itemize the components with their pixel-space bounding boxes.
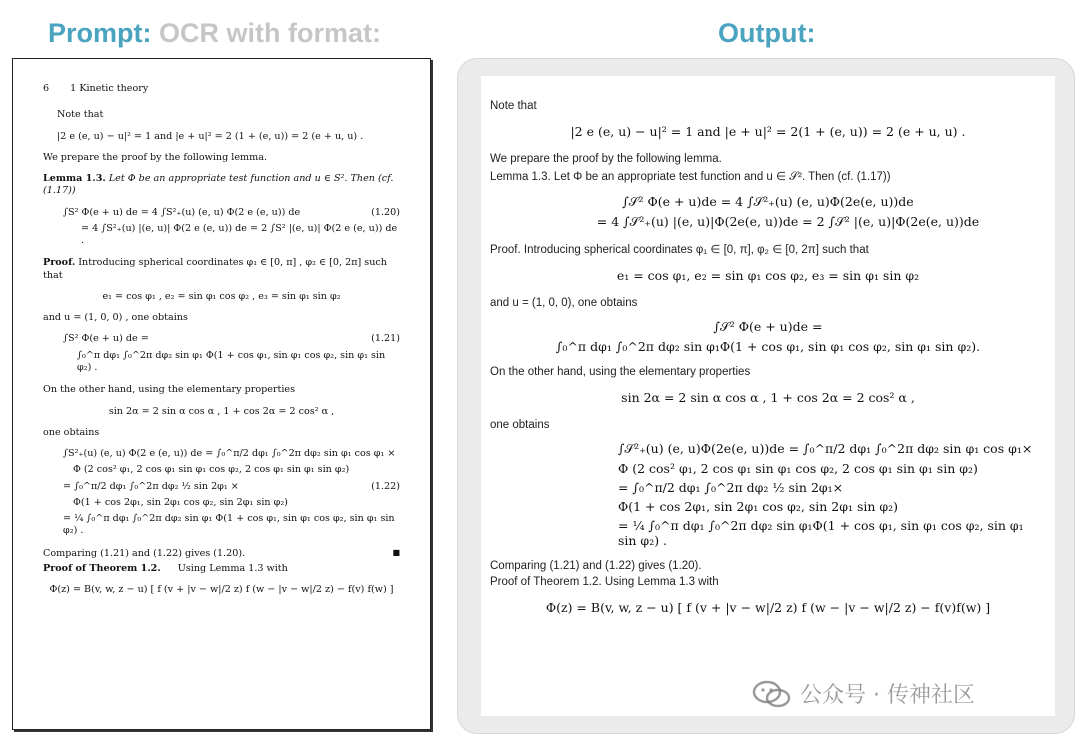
equation-1-20 (43, 207, 400, 248)
out-lemma: Lemma 1.3. Let Φ be an appropriate test function and u ∈ 𝒮². Then (cf. (1.17)) (490, 171, 891, 183)
equation-norms: |2 e (e, u) − u|² = 1 and |e + u|² = 2 (1 + (e, u)) = 2 (e + u, u) . (57, 130, 364, 142)
eq121-number: (1.21) (371, 333, 400, 345)
out-eq121-line2: ∫₀^π dφ₁ ∫₀^2π dφ₂ sin φ₁Φ(1 + cos φ₁, sin φ₁ cos φ₂, sin φ₁ sin φ₂). (555, 339, 981, 354)
out-eq122-line2: Φ (2 cos² φ₁, 2 cos φ₁ sin φ₁ cos φ₂, 2 cos φ₁ sin φ₁ sin φ₂) (618, 461, 978, 476)
out-equation-norms: |2 e (e, u) − u|² = 1 and |e + u|² = 2(1 + (e, u)) = 2 (e + u, u) . (570, 124, 966, 139)
equation-1-21 (43, 333, 400, 374)
out-one-obtains: one obtains (490, 419, 550, 431)
watermark-text: 公众号 · 传神社区 (800, 683, 975, 708)
eq122-line3: = ∫₀^π/2 dφ₁ ∫₀^2π dφ₂ ½ sin 2φ₁ × (63, 480, 239, 492)
eq120-number: (1.20) (371, 206, 400, 218)
eq122-line5: = ¼ ∫₀^π dφ₁ ∫₀^2π dφ₂ sin φ₁ Φ(1 + cos φ₁, sin φ₁ cos φ₂, sin φ₁ sin φ₂) . (63, 513, 395, 537)
other-hand-text: On the other hand, using the elementary properties (43, 384, 296, 396)
prompt-instruction: OCR with format: (159, 18, 382, 48)
output-heading: Output: (718, 18, 816, 48)
comparing-text (43, 548, 400, 560)
out-equation-1-22 (490, 441, 1046, 548)
running-head-title: 1 Kinetic theory (70, 83, 149, 94)
out-equation-coords: e₁ = cos φ₁, e₂ = sin φ₁ cos φ₂, e₃ = sin φ₁ sin φ₂ (616, 268, 920, 283)
eq122-number: (1.22) (371, 480, 400, 492)
theorem-proof-line (43, 563, 400, 575)
proof-intro (43, 257, 400, 282)
theorem-text: Using Lemma 1.3 with (177, 562, 288, 574)
out-equation-final: Φ(z) = B(v, w, z − u) [ f (v + |v − w|/2 z) f (w − |v − w|/2 z) − f(v)f(w) ] (545, 600, 991, 615)
one-obtains-text: one obtains (43, 426, 100, 438)
and-u-text: and u = (1, 0, 0) , one obtains (43, 312, 188, 324)
prepare-text: We prepare the proof by the following lemma. (43, 151, 267, 163)
watermark (752, 678, 975, 709)
out-note-that: Note that (490, 100, 537, 112)
prompt-heading (48, 18, 381, 49)
comparing-sentence: Comparing (1.21) and (1.22) gives (1.20). (43, 547, 246, 559)
equation-trig: sin 2α = 2 sin α cos α , 1 + cos 2α = 2 cos² α , (108, 405, 335, 417)
lemma-text: Let Φ be an appropriate test function and u ∈ S². Then (cf. (1.17)) (43, 173, 394, 197)
output-content (481, 76, 1055, 716)
eq121-line2: ∫₀^π dφ₁ ∫₀^2π dφ₂ sin φ₁ Φ(1 + cos φ₁, sin φ₁ cos φ₂, sin φ₁ sin φ₂) . (77, 349, 386, 373)
equation-final: Φ(z) = B(v, w, z − u) [ f (v + |v − w|/2 z) f (w − |v − w|/2 z) − f(v) f(w) ] (49, 584, 394, 596)
eq120-line1: ∫S² Φ(e + u) de = 4 ∫S²₊(u) (e, u) Φ(2 e (e, u)) de (63, 206, 301, 218)
equation-coords: e₁ = cos φ₁ , e₂ = sin φ₁ cos φ₂ , e₃ = sin φ₁ sin φ₂ (102, 290, 341, 302)
equation-1-22 (43, 448, 400, 538)
note-that: Note that (57, 109, 104, 121)
source-page (12, 58, 431, 730)
prompt-label: Prompt: (48, 18, 152, 48)
out-prepare: We prepare the proof by the following lemma. (490, 153, 722, 165)
out-comparing: Comparing (1.21) and (1.22) gives (1.20). (490, 560, 702, 572)
out-eq122-line1: ∫𝒮²₊(u) (e, u)Φ(2e(e, u))de = ∫₀^π/2 dφ₁ ∫₀^2π dφ₂ sin φ₁ cos φ₁× (618, 441, 1033, 456)
out-equation-1-20 (490, 194, 1046, 230)
out-proof: Proof. Introducing spherical coordinates φ₁ ∈ [0, π], φ₂ ∈ [0, 2π] such that (490, 244, 869, 256)
eq121-line1: ∫S² Φ(e + u) de = (63, 333, 149, 345)
eq122-line4: Φ(1 + cos 2φ₁, sin 2φ₁ cos φ₂, sin 2φ₁ sin φ₂) (73, 496, 288, 508)
page-number: 6 (43, 83, 50, 94)
out-eq120-line2: = 4 ∫𝒮²₊(u) |(e, u)|Φ(2e(e, u))de = 2 ∫𝒮² |(e, u)|Φ(2e(e, u))de (596, 214, 980, 229)
out-other-hand: On the other hand, using the elementary properties (490, 366, 751, 378)
out-eq122-line4: Φ(1 + cos 2φ₁, sin 2φ₁ cos φ₂, sin 2φ₁ sin φ₂) (618, 499, 899, 514)
eq122-line1: ∫S²₊(u) (e, u) Φ(2 e (e, u)) de = ∫₀^π/2 dφ₁ ∫₀^2π dφ₂ sin φ₁ cos φ₁ × (63, 448, 396, 460)
proof-label: Proof. (43, 257, 76, 269)
eq120-line2: = 4 ∫S²₊(u) |(e, u)| Φ(2 e (e, u)) de = 2 ∫S² |(e, u)| Φ(2 e (e, u)) de . (81, 222, 398, 247)
out-theorem: Proof of Theorem 1.2. Using Lemma 1.3 with (490, 576, 719, 588)
lemma-label: Lemma 1.3. (43, 173, 106, 185)
wechat-logo-icon (752, 679, 792, 709)
out-eq120-line1: ∫𝒮² Φ(e + u)de = 4 ∫𝒮²₊(u) (e, u)Φ(2e(e, u))de (622, 194, 914, 209)
qed-symbol: ■ (392, 547, 400, 557)
out-eq122-line5: = ¼ ∫₀^π dφ₁ ∫₀^2π dφ₂ sin φ₁Φ(1 + cos φ₁, sin φ₁ cos φ₂, sin φ₁ sin φ₂) . (618, 518, 1024, 548)
theorem-label: Proof of Theorem 1.2. (43, 562, 161, 574)
output-panel (457, 58, 1075, 734)
out-eq121-line1: ∫𝒮² Φ(e + u)de = (713, 319, 823, 334)
lemma-statement (43, 173, 400, 198)
out-eq122-line3: = ∫₀^π/2 dφ₁ ∫₀^2π dφ₂ ½ sin 2φ₁× (618, 480, 844, 495)
out-equation-trig: sin 2α = 2 sin α cos α , 1 + cos 2α = 2 cos² α , (621, 390, 915, 405)
proof-text: Introducing spherical coordinates φ₁ ∈ [0, π] , φ₂ ∈ [0, 2π] such that (43, 257, 387, 281)
running-head (43, 83, 400, 95)
eq122-line2: Φ (2 cos² φ₁, 2 cos φ₁ sin φ₁ cos φ₂, 2 cos φ₁ sin φ₁ sin φ₂) (73, 464, 350, 476)
out-and-u: and u = (1, 0, 0), one obtains (490, 297, 638, 309)
out-equation-1-21 (490, 319, 1046, 354)
